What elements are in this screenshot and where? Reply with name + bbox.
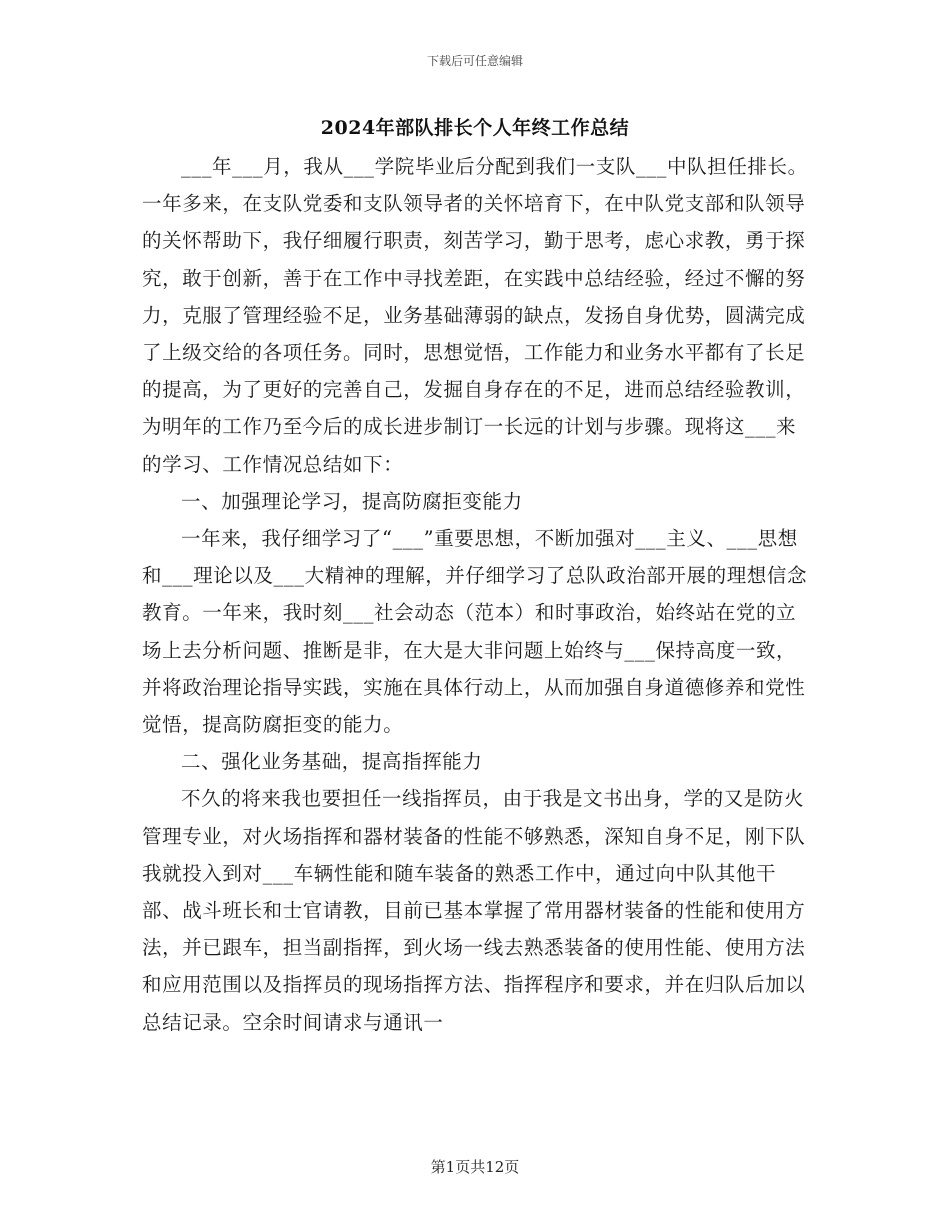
paragraph-intro: ___年___月，我从___学院毕业后分配到我们一支队___中队担任排长。一年多来，在支队党委和支队领导者的关怀培育下，在中队党支部和队领导的关怀帮助下，我仔细履行职责，刻苦学习，勤于思考，虑心求教，勇于探究，敢于创新，善于在工作中寻找差距，在实践中总结经验，经过不懈的努力，克服了管理经验不足，业务基础薄弱的缺点，发扬自身优势，圆满完成了上级交给的各项任务。同时，思想觉悟，工作能力和业务水平都有了长足的提高，为了更好的完善自己，发掘自身存在的不足，进而总结经验教训，为明年的工作乃至今后的成长进步制订一长远的计划与步骤。现将这___来的学习、工作情况总结如下： <box>142 155 808 476</box>
page-header-note: 下载后可任意编辑 <box>426 54 523 68</box>
document-title: 2024年部队排长个人年终工作总结 <box>320 117 630 139</box>
document-body <box>142 148 814 1041</box>
section-heading-1: 一、加强理论学习，提高防腐拒变能力 <box>181 489 523 513</box>
page-number: 第1页共12页 <box>430 1158 520 1176</box>
paragraph-section-1: 一年来，我仔细学习了“___”重要思想，不断加强对___主义、___思想和___理论以及___大精神的理解，并仔细学习了总队政治部开展的理想信念教育。一年来，我时刻___社会动态（范本）和时事政治，始终站在党的立场上去分析问题、推断是非，在大是大非问题上始终与___保持高度一致，并将政治理论指导实践，实施在具体行动上，从而加强自身道德修养和党性觉悟，提高防腐拒变的能力。 <box>142 527 808 737</box>
paragraph-section-2: 不久的将来我也要担任一线指挥员，由于我是文书出身，学的又是防火管理专业，对火场指挥和器材装备的性能不够熟悉，深知自身不足，刚下队我就投入到对___车辆性能和随车装备的熟悉工作中，通过向中队其他干部、战斗班长和士官请教，目前已基本掌握了常用器材装备的性能和使用方法，并已跟车，担当副指挥，到火场一线去熟悉装备的使用性能、使用方法和应用范围以及指挥员的现场指挥方法、指挥程序和要求，并在归队后加以总结记录。空余时间请求与通讯一 <box>142 787 806 1034</box>
section-heading-2: 二、强化业务基础，提高指挥能力 <box>181 750 483 774</box>
